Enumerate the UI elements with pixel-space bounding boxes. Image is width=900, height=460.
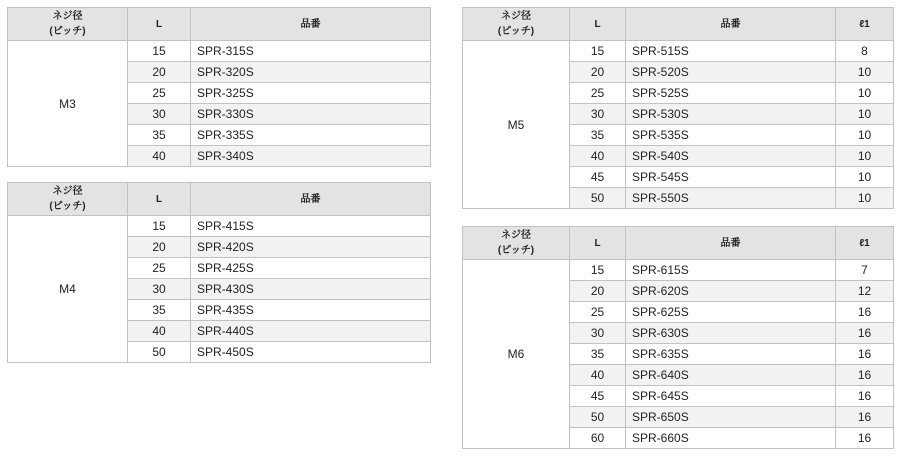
l1-cell: 16	[836, 365, 894, 386]
length-cell: 35	[128, 125, 191, 146]
spec-table-m4	[7, 182, 431, 363]
table-row	[8, 41, 431, 62]
length-cell: 50	[570, 188, 626, 209]
part-number-cell: SPR-450S	[191, 342, 431, 363]
l1-cell: 12	[836, 281, 894, 302]
l1-cell: 10	[836, 188, 894, 209]
l1-cell: 16	[836, 344, 894, 365]
part-number-cell: SPR-535S	[626, 125, 836, 146]
part-number-cell: SPR-625S	[626, 302, 836, 323]
l1-header: ℓ1	[836, 227, 894, 260]
l1-cell: 8	[836, 41, 894, 62]
part-number-cell: SPR-660S	[626, 428, 836, 449]
length-cell: 15	[128, 216, 191, 237]
part-number-cell: SPR-545S	[626, 167, 836, 188]
part-number-cell: SPR-620S	[626, 281, 836, 302]
part-number-header: 品番	[626, 8, 836, 41]
length-cell: 15	[570, 41, 626, 62]
length-cell: 35	[570, 344, 626, 365]
length-cell: 20	[570, 281, 626, 302]
spec-table-m5	[462, 7, 894, 209]
l1-cell: 7	[836, 260, 894, 281]
l1-cell: 16	[836, 428, 894, 449]
spec-table-m3	[7, 7, 431, 167]
length-cell: 40	[570, 365, 626, 386]
part-number-cell: SPR-640S	[626, 365, 836, 386]
l1-cell: 10	[836, 62, 894, 83]
length-cell: 35	[570, 125, 626, 146]
length-cell: 25	[570, 302, 626, 323]
length-cell: 45	[570, 386, 626, 407]
length-cell: 50	[570, 407, 626, 428]
part-number-cell: SPR-340S	[191, 146, 431, 167]
length-cell: 60	[570, 428, 626, 449]
length-cell: 15	[128, 41, 191, 62]
thread-size-cell: M4	[8, 216, 128, 363]
length-header: L	[128, 8, 191, 41]
part-number-cell: SPR-315S	[191, 41, 431, 62]
length-cell: 30	[128, 279, 191, 300]
part-number-cell: SPR-550S	[626, 188, 836, 209]
part-number-cell: SPR-420S	[191, 237, 431, 258]
part-number-cell: SPR-635S	[626, 344, 836, 365]
spec-table-m6	[462, 226, 894, 449]
part-number-cell: SPR-320S	[191, 62, 431, 83]
part-number-header: 品番	[191, 183, 431, 216]
l1-cell: 10	[836, 146, 894, 167]
length-cell: 25	[128, 258, 191, 279]
part-number-cell: SPR-615S	[626, 260, 836, 281]
length-cell: 40	[128, 321, 191, 342]
l1-cell: 10	[836, 167, 894, 188]
part-number-cell: SPR-430S	[191, 279, 431, 300]
thread-size-cell: M3	[8, 41, 128, 167]
part-number-cell: SPR-330S	[191, 104, 431, 125]
part-number-cell: SPR-425S	[191, 258, 431, 279]
length-header: L	[128, 183, 191, 216]
length-cell: 25	[128, 83, 191, 104]
part-number-cell: SPR-645S	[626, 386, 836, 407]
length-header: L	[570, 227, 626, 260]
part-number-cell: SPR-415S	[191, 216, 431, 237]
l1-cell: 10	[836, 104, 894, 125]
part-number-header: 品番	[191, 8, 431, 41]
part-number-cell: SPR-520S	[626, 62, 836, 83]
length-header: L	[570, 8, 626, 41]
thread-size-cell: M5	[463, 41, 570, 209]
l1-cell: 10	[836, 83, 894, 104]
part-number-cell: SPR-335S	[191, 125, 431, 146]
length-cell: 40	[570, 146, 626, 167]
l1-header: ℓ1	[836, 8, 894, 41]
length-cell: 20	[128, 237, 191, 258]
part-number-cell: SPR-325S	[191, 83, 431, 104]
thread-size-header: ネジ径 (ピッチ)	[8, 183, 128, 216]
length-cell: 25	[570, 83, 626, 104]
part-number-header: 品番	[626, 227, 836, 260]
length-cell: 15	[570, 260, 626, 281]
length-cell: 20	[128, 62, 191, 83]
table-row	[463, 41, 894, 62]
l1-cell: 10	[836, 125, 894, 146]
part-number-cell: SPR-525S	[626, 83, 836, 104]
length-cell: 40	[128, 146, 191, 167]
length-cell: 20	[570, 62, 626, 83]
length-cell: 50	[128, 342, 191, 363]
part-number-cell: SPR-650S	[626, 407, 836, 428]
part-number-cell: SPR-515S	[626, 41, 836, 62]
length-cell: 35	[128, 300, 191, 321]
part-number-cell: SPR-440S	[191, 321, 431, 342]
thread-size-header: ネジ径 (ピッチ)	[463, 227, 570, 260]
l1-cell: 16	[836, 302, 894, 323]
l1-cell: 16	[836, 407, 894, 428]
l1-cell: 16	[836, 386, 894, 407]
part-number-cell: SPR-540S	[626, 146, 836, 167]
l1-cell: 16	[836, 323, 894, 344]
table-row	[463, 260, 894, 281]
thread-size-cell: M6	[463, 260, 570, 449]
thread-size-header: ネジ径 (ピッチ)	[463, 8, 570, 41]
length-cell: 30	[570, 104, 626, 125]
length-cell: 45	[570, 167, 626, 188]
part-number-cell: SPR-630S	[626, 323, 836, 344]
thread-size-header: ネジ径 (ピッチ)	[8, 8, 128, 41]
length-cell: 30	[128, 104, 191, 125]
table-row	[8, 216, 431, 237]
part-number-cell: SPR-435S	[191, 300, 431, 321]
part-number-cell: SPR-530S	[626, 104, 836, 125]
length-cell: 30	[570, 323, 626, 344]
